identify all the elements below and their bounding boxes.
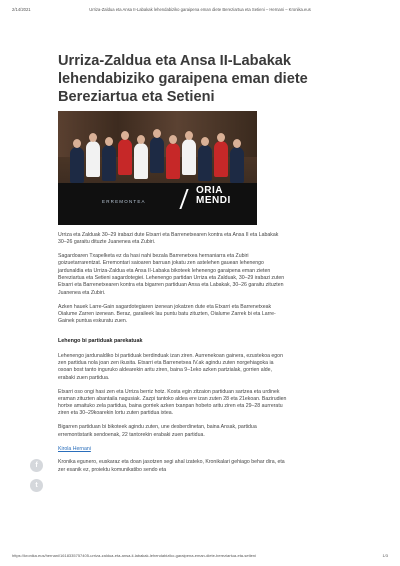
social-share (30, 459, 43, 499)
person-head (73, 139, 81, 148)
article-headline: Urriza-Zaldua eta Ansa II-Labakak lehendabiziko garaipena eman diete Bereziartua eta Setieni (58, 53, 308, 105)
page-number: 1/3 (382, 553, 388, 558)
twitter-share-button[interactable] (30, 479, 43, 492)
person-head (233, 139, 241, 148)
paragraph: Sagardoaren Txapelketa ez da hasi nahi bezala Barrenetxea hernaniarra eta Zubiri goizuetarrarentzat. Erremontari saioaren barruan jokatu zen astelehen gauean lehenengo jardunaldia eta Urriza-Zaldua eta Ansa II-Labaka bikoteek lehenengo garaipena eman zieten Bereziartua eta Setieni sagardotegiei. Lehenengo partidan Urriza eta Zalduak, 30–29 irabazi zuten Etxarri eta Barrenetxearen kontra eta bigarren partiduan Ansa eta Labakak, 30–26 garaitu zituzten Juanenea eta Zubiri. (58, 253, 285, 296)
paragraph: Urriza eta Zalduak 30–29 irabazi dute Etxarri eta Barrenetxearen kontra eta Ansa II eta Labakak 30–26 garaitu dituzte Juanenea eta Zubiri. (58, 232, 279, 246)
print-date: 2/14/2021 (12, 6, 31, 12)
article (58, 52, 350, 473)
print-title: Urriza-Zaldua eta Ansa II-Labakak lehendabiziko garaipena eman diete Bereziartua eta Setieni – Hernani – Kronika.eus (89, 6, 311, 12)
closing-paragraph: Kronika egunero, euskaraz eta doan jasotzen segi ahal izateko, Kronikalari gehiago behar dira, eta zer esanik ez, proiektu komunikatibo sendo eta (58, 459, 285, 473)
person-head (153, 129, 161, 138)
print-url: https://kronika.eus/hernani/1618335757405-urriza-zaldua-eta-ansa-ii-labakak-lehendabiziko-garaipena-eman-diete-bereziartua-eta-setieni (12, 553, 256, 558)
person-head (169, 135, 177, 144)
paragraph: Lehenengo jardunaldiko bi partiduak berdinduak izan ziren. Aurrenekoan gainera, ezustekoa egon zen partidua nola joan zen ikusita. Etxarri eta Barrenetxea IV.ak agindu zuten norgehiagoka ia osoan bost tanto inguruko aldearekin aritu ziren, baina 9–1eko azken partzialak, gorrien alde, erabaki zuen partidua. (58, 352, 283, 381)
paragraph: Azken hauek Larre-Gain sagardotegiaren izenean jokatzen dute eta Etxarri eta Barrenetxeak Oialume Zarren izenean. Beraz, garaileek lau puntu batu zituzten, Oialume Zarrek bi eta Larre-Gainek puntua eskuratu zuen. (58, 303, 276, 325)
banner-text: ERREMONTEA (102, 199, 146, 204)
person (150, 137, 164, 173)
person (102, 145, 116, 181)
sponsor-line1: ORIA (196, 185, 223, 196)
photo-people (66, 123, 250, 183)
paragraph: Bigarren partiduan bi bikoteek agindu zuten, une desberdinetan, baina Ansak, partidua erremontistarik sendoenak, 22 tantorekin erabaki zuen partidua. (58, 424, 257, 438)
article-photo (58, 111, 257, 225)
facebook-share-button[interactable] (30, 459, 43, 472)
twitter-icon: t (35, 482, 38, 489)
sponsor-line2: MENDI (196, 195, 231, 206)
sponsor-logo (196, 186, 244, 214)
person (134, 143, 148, 179)
print-header (12, 5, 388, 13)
person (214, 141, 228, 177)
print-footer (12, 552, 388, 559)
person-head (217, 133, 225, 142)
person (182, 139, 196, 175)
person (118, 139, 132, 175)
article-body (58, 232, 288, 481)
person (70, 147, 84, 183)
person-head (185, 131, 193, 140)
person-head (89, 133, 97, 142)
person-head (137, 135, 145, 144)
person (230, 147, 244, 183)
person-head (121, 131, 129, 140)
person-head (201, 137, 209, 146)
section-title: Lehengo bi partiduak parekatuak (58, 338, 143, 345)
person (166, 143, 180, 179)
person (198, 145, 212, 181)
person-head (105, 137, 113, 146)
author-link[interactable]: Kirola Hernani (58, 445, 91, 452)
paragraph: Etxarri oso ongi hasi zen eta Urriza berriz hotz. Kosta egin zitzaion partiduan sartzea eta urdinek eraman zituzten abantaila nagusiak. Zazpi tantoko aldea ere izan zuten 28 eta 21ekoan. Bazirudien hortxe amaituko zela partidua, baina gorriek azken txanpan hobeto aritu ziren eta 29–28 aurreratu ziren eta 30–29koarekin lortu zuten partidua ixtea. (58, 388, 287, 417)
person (86, 141, 100, 177)
facebook-icon: f (35, 462, 38, 469)
